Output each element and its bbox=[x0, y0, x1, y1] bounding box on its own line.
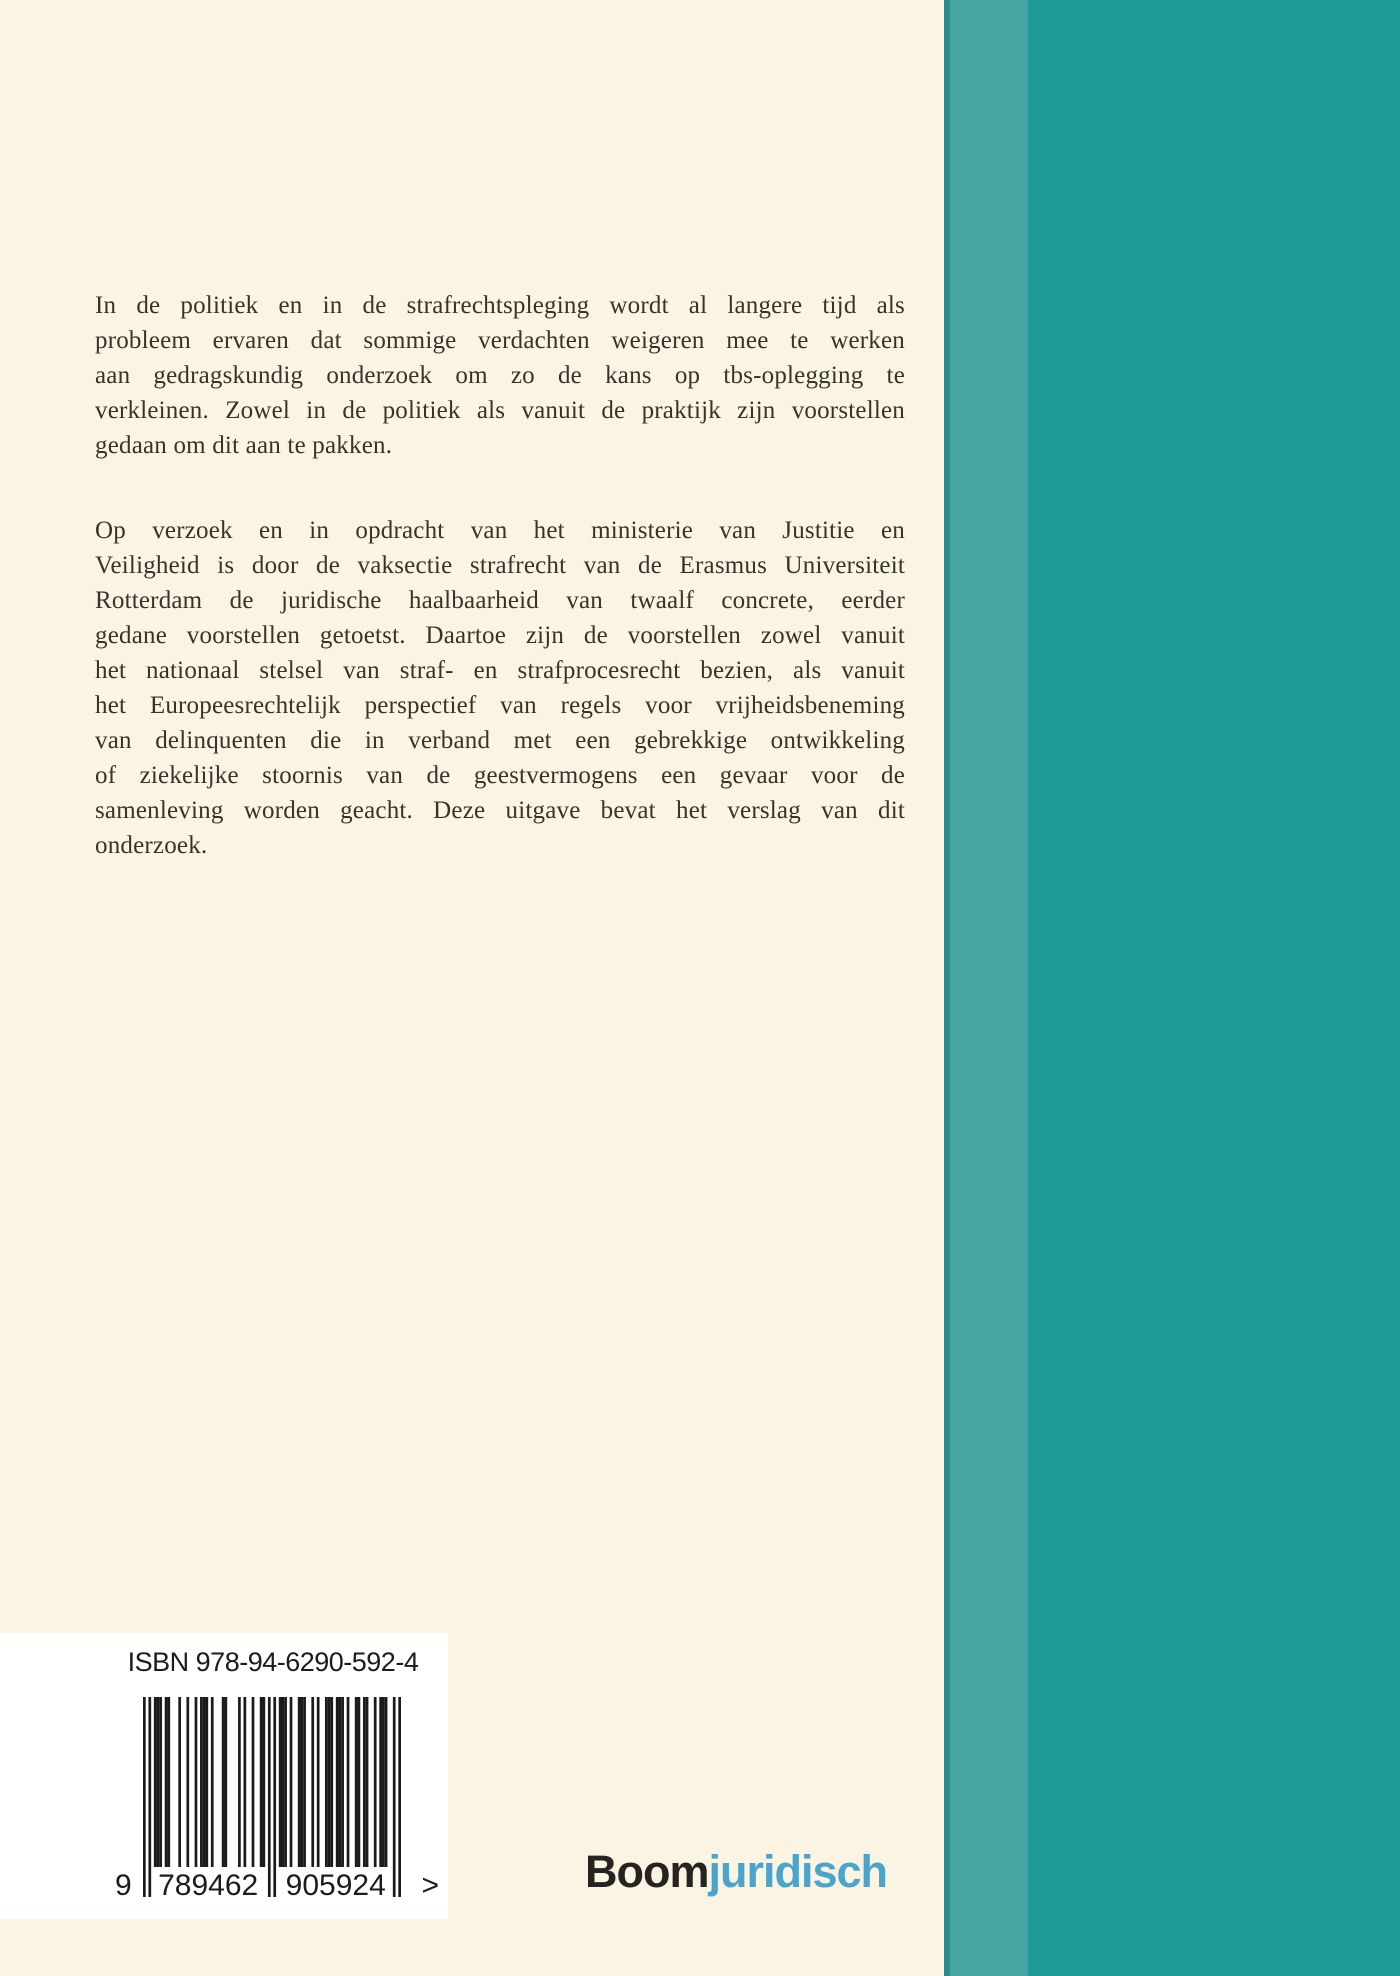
blurb-line: Rotterdam de juridische haalbaarheid van twaalf concrete, eerder bbox=[95, 587, 905, 614]
publisher-logo bbox=[585, 1846, 887, 1898]
publisher-logo-boom: Boom bbox=[585, 1846, 709, 1897]
teal-light-band bbox=[950, 0, 1028, 1976]
blurb-line: In de politiek en in de strafrechtspleging wordt al langere tijd als bbox=[95, 292, 905, 319]
barcode-bars-icon bbox=[143, 1697, 401, 1897]
barcode-quiet-zone-marker: > bbox=[421, 1869, 439, 1902]
blurb-line: verkleinen. Zowel in de politiek als vanuit de praktijk zijn voorstellen bbox=[95, 397, 905, 424]
blurb-line: Op verzoek en in opdracht van het ministerie van Justitie en bbox=[95, 517, 905, 544]
blurb-line: gedaan om dit aan te pakken. bbox=[95, 432, 393, 459]
blurb-line: het Europeesrechtelijk perspectief van regels voor vrijheidsbeneming bbox=[95, 692, 905, 719]
blurb-paragraph bbox=[95, 288, 905, 463]
blurb-line: of ziekelijke stoornis van de geestvermogens een gevaar voor de bbox=[95, 762, 905, 789]
blurb-paragraph bbox=[95, 513, 905, 863]
blurb bbox=[95, 288, 905, 913]
ean13-barcode bbox=[115, 1697, 439, 1902]
blurb-line: probleem ervaren dat sommige verdachten weigeren mee te werken bbox=[95, 327, 905, 354]
barcode-left-digits: 789462 bbox=[158, 1869, 259, 1902]
teal-dark-band bbox=[1028, 0, 1400, 1976]
isbn-box bbox=[0, 1633, 448, 1919]
barcode-prefix-digit: 9 bbox=[115, 1869, 132, 1902]
blurb-line: onderzoek. bbox=[95, 832, 208, 859]
barcode-right-digits: 905924 bbox=[285, 1869, 386, 1902]
blurb-line: samenleving worden geacht. Deze uitgave bevat het verslag van dit bbox=[95, 797, 905, 824]
blurb-line: gedane voorstellen getoetst. Daartoe zijn de voorstellen zowel vanuit bbox=[95, 622, 905, 649]
publisher-logo-juridisch: juridisch bbox=[708, 1846, 888, 1897]
blurb-line: aan gedragskundig onderzoek om zo de kans op tbs-oplegging te bbox=[95, 362, 905, 389]
blurb-line: het nationaal stelsel van straf- en strafprocesrecht bezien, als vanuit bbox=[95, 657, 905, 684]
blurb-line: van delinquenten die in verband met een gebrekkige ontwikkeling bbox=[95, 727, 905, 754]
blurb-line: Veiligheid is door de vaksectie strafrecht van de Erasmus Universiteit bbox=[95, 552, 905, 579]
isbn-label: ISBN 978-94-6290-592-4 bbox=[127, 1647, 419, 1677]
